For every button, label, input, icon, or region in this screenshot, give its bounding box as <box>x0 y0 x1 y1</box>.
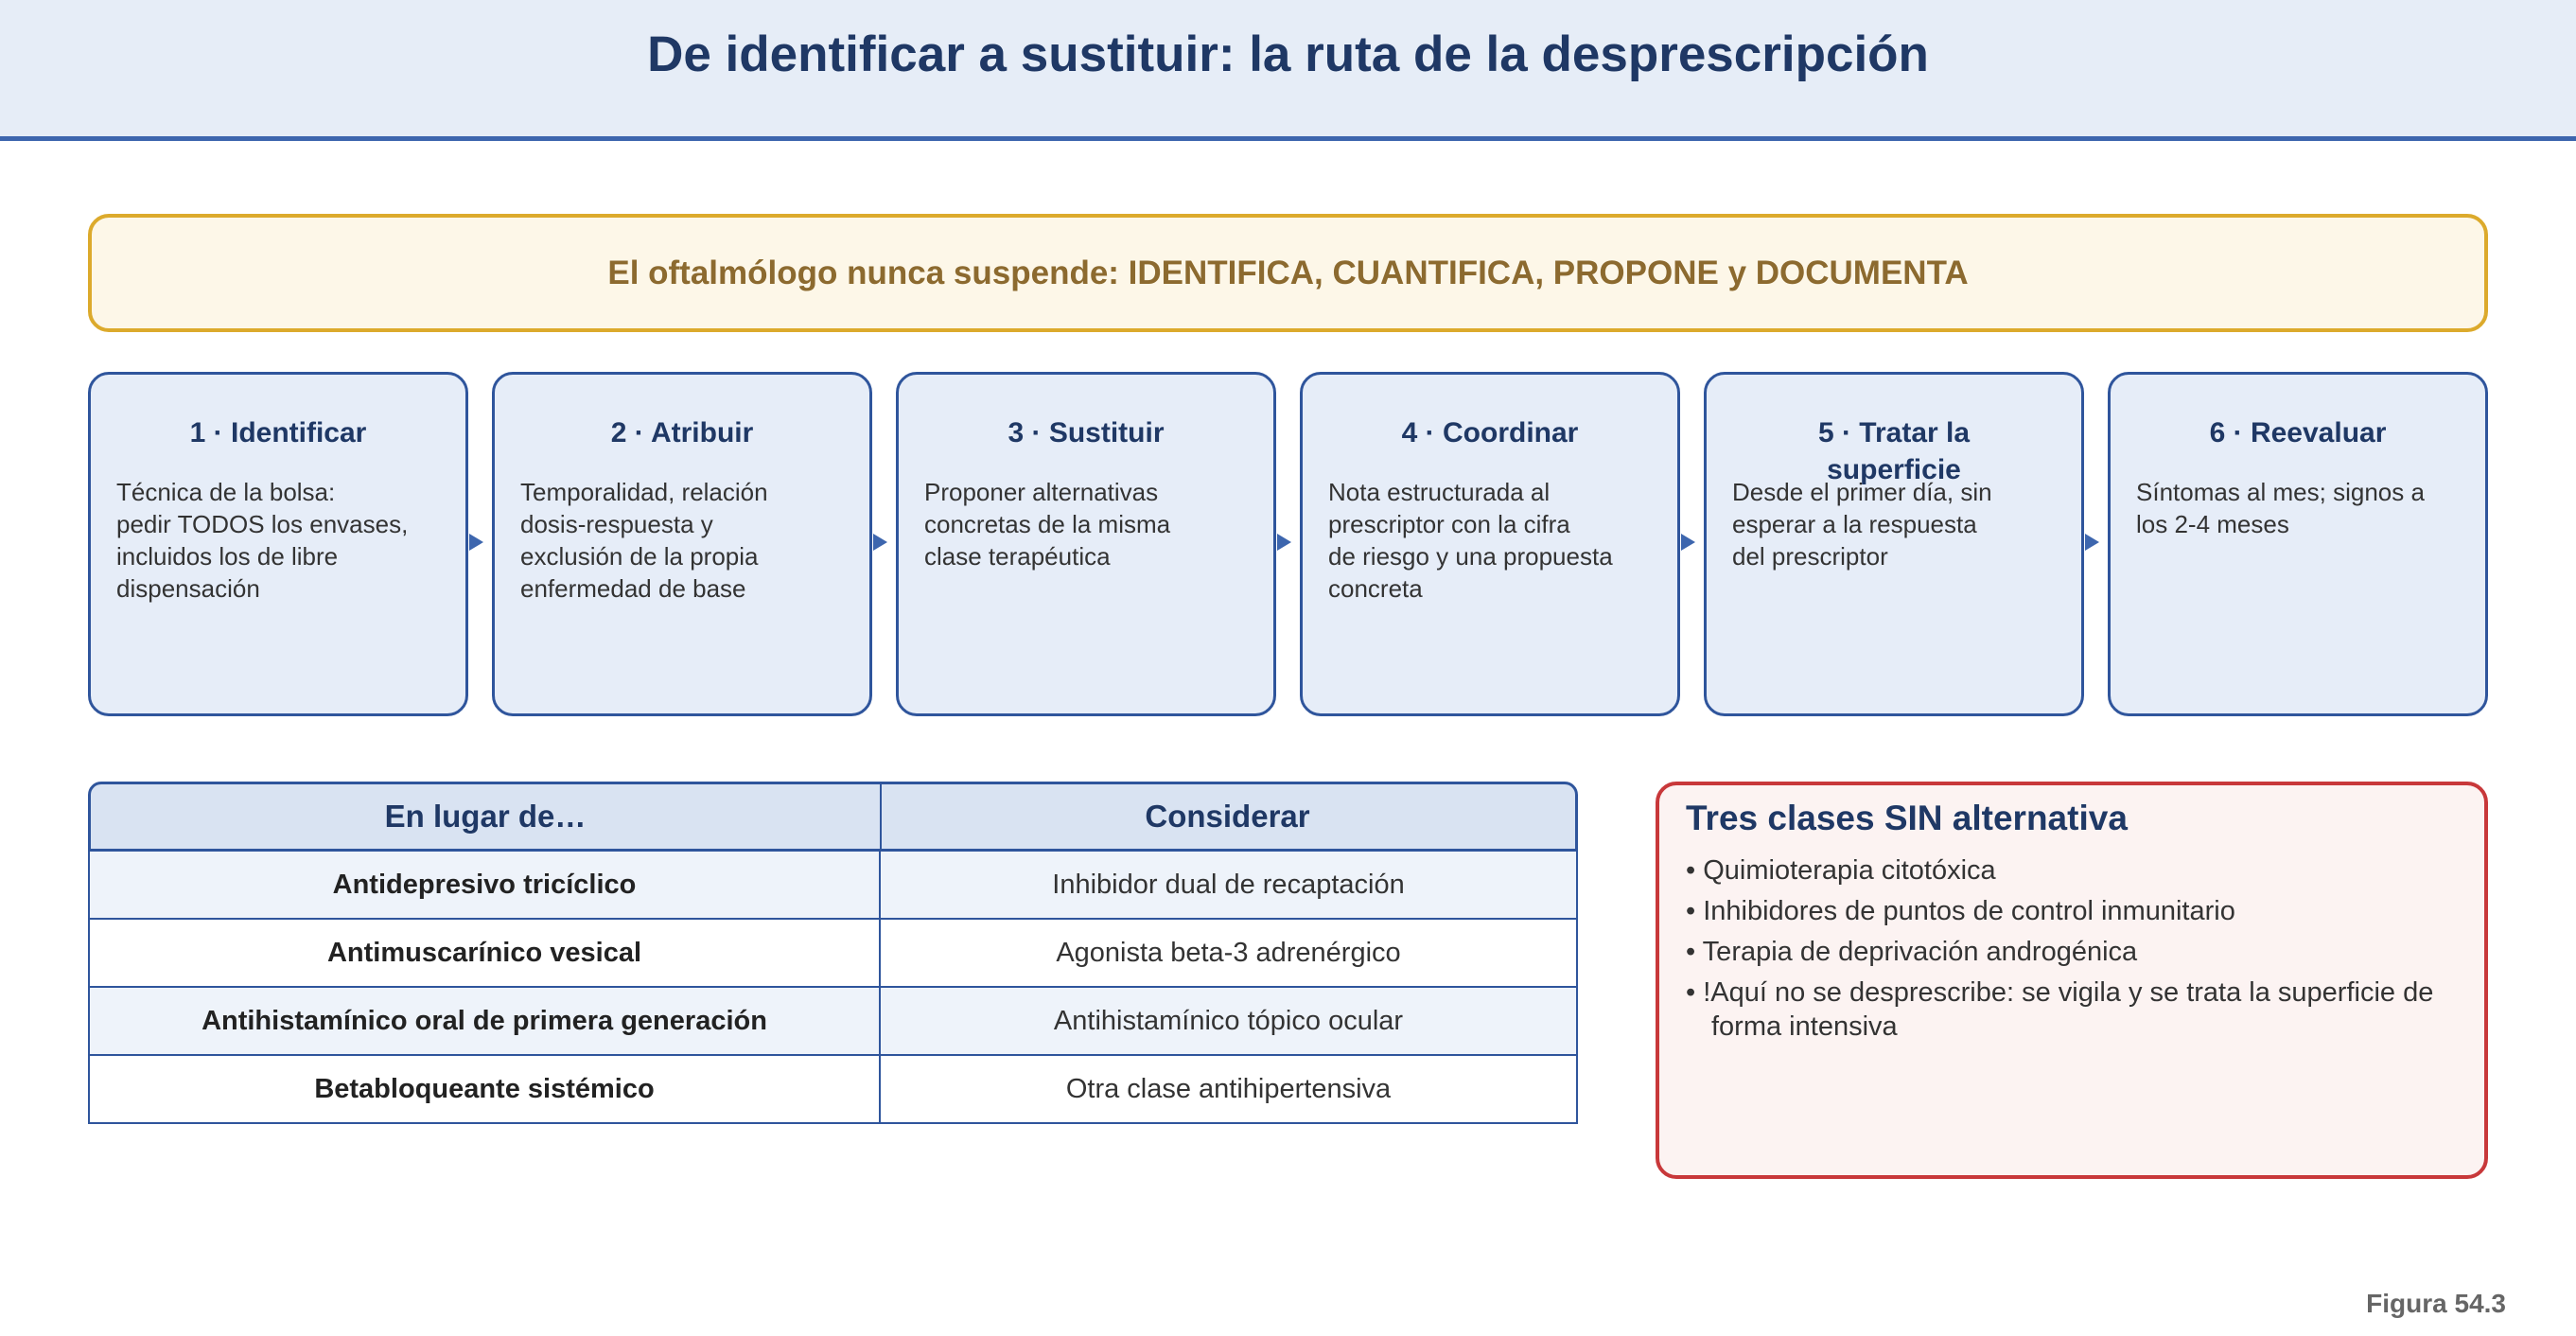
list-item: • Terapia de deprivación androgénica <box>1686 937 2138 967</box>
header-divider <box>0 136 2576 141</box>
step-title: 2 · Atribuir <box>610 417 754 448</box>
list-item: • !Aquí no se desprescribe: se vigila y se trata la superficie de forma intensiva <box>1686 977 2434 1042</box>
alert-title: Tres clases SIN alternativa <box>1686 799 2128 837</box>
step-body: Temporalidad, relación dosis-respuesta y exclusión de la propia enfermedad de base <box>520 478 768 603</box>
flow-arrow-icon <box>2085 534 2099 551</box>
flow-arrow-icon <box>1681 534 1695 551</box>
cell-consider: Agonista beta-3 adrenérgico <box>1056 937 1401 968</box>
step-title: 3 · Sustituir <box>1008 417 1165 448</box>
cell-instead: Antidepresivo tricíclico <box>332 869 637 900</box>
step-title: 4 · Coordinar <box>1401 417 1579 448</box>
step-card-atribuir <box>492 372 872 716</box>
flow-arrow-icon <box>873 534 887 551</box>
cell-instead: Antimuscarínico vesical <box>326 937 642 968</box>
principle-banner: El oftalmólogo nunca suspende: IDENTIFICA, CUANTIFICA, PROPONE y DOCUMENTA <box>88 214 2488 332</box>
table-header <box>88 782 1578 852</box>
step-card-coordinar <box>1300 372 1680 716</box>
step-body: Síntomas al mes; signos a los 2-4 meses <box>2136 478 2425 538</box>
alert-list <box>1686 853 2462 1050</box>
table-row <box>88 1056 1578 1124</box>
table-row <box>88 852 1578 920</box>
step-card-sustituir <box>896 372 1276 716</box>
cell-instead: Antihistamínico oral de primera generación <box>202 1005 767 1036</box>
step-body: Nota estructurada al prescriptor con la cifra de riesgo y una propuesta concreta <box>1328 478 1613 603</box>
list-item: • Inhibidores de puntos de control inmunitario <box>1686 896 2235 926</box>
cell-consider: Inhibidor dual de recaptación <box>1052 869 1405 900</box>
flow-arrow-icon <box>1277 534 1291 551</box>
step-card-reevaluar <box>2108 372 2488 716</box>
step-title: 1 · Identificar <box>189 417 367 448</box>
page-title: De identificar a sustituir: la ruta de la desprescripción <box>647 26 1929 82</box>
flow-arrow-icon <box>469 534 483 551</box>
step-card-identificar <box>88 372 468 716</box>
step-card-tratar-superficie <box>1704 372 2084 716</box>
step-body: Desde el primer día, sin esperar a la respuesta del prescriptor <box>1732 478 1992 571</box>
column-header-consider: Considerar <box>1145 799 1310 834</box>
step-body: Técnica de la bolsa: pedir TODOS los envases, incluidos los de libre dispensación <box>116 478 409 603</box>
table-row <box>88 988 1578 1056</box>
step-title: 5 · Tratar la superficie <box>1817 417 1971 485</box>
cell-consider: Otra clase antihipertensiva <box>1065 1073 1392 1104</box>
no-alternative-box <box>1656 782 2488 1179</box>
cell-consider: Antihistamínico tópico ocular <box>1053 1005 1404 1036</box>
column-header-instead: En lugar de… <box>384 799 587 834</box>
step-title: 6 · Reevaluar <box>2209 417 2387 448</box>
cell-instead: Betabloqueante sistémico <box>314 1073 655 1104</box>
figure-caption: Figura 54.3 <box>2366 1289 2506 1318</box>
list-item: • Quimioterapia citotóxica <box>1686 855 1996 886</box>
step-body: Proponer alternativas concretas de la misma clase terapéutica <box>924 478 1171 571</box>
table-row <box>88 920 1578 988</box>
